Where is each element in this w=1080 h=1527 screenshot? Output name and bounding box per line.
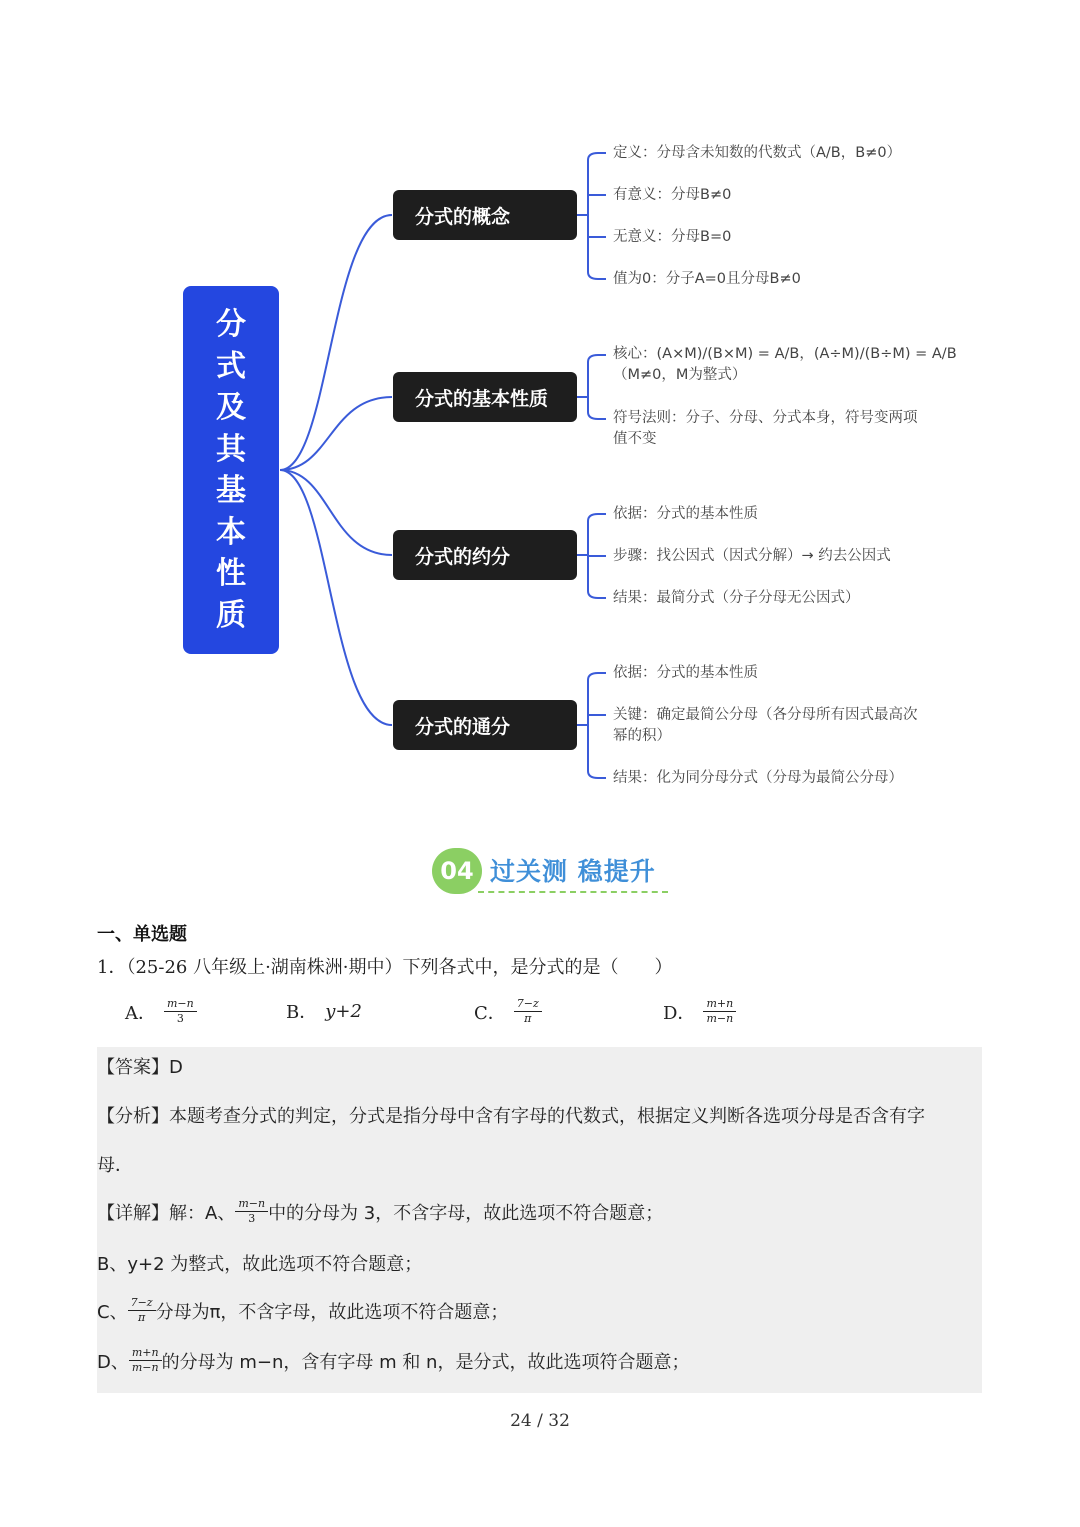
leaf-core: 核心：(A×M)/(B×M) = A/B，(A÷M)/(B÷M) = A/B (613, 346, 957, 362)
root-title-char: 质 (216, 597, 246, 633)
question-stem: 1．（25-26 八年级上·湖南株洲·期中）下列各式中，是分式的是（ ） (97, 957, 673, 978)
mindmap-root (183, 286, 279, 654)
option-c (474, 998, 542, 1025)
option-c-label: C． (474, 1002, 506, 1024)
leaf-meaningful: 有意义：分母B≠0 (613, 187, 732, 203)
root-title-char: 式 (216, 348, 246, 384)
answer-line: 【答案】D (97, 1057, 183, 1078)
page-number: 24 / 32 (510, 1411, 570, 1431)
root-title-char: 及 (216, 390, 246, 425)
analysis-line-2: 母． (97, 1155, 133, 1176)
leaf-common-key-cont: 幂的积） (613, 728, 671, 744)
bracket-2 (577, 355, 606, 419)
detail-line-a: 【详解】解：A、 $\frac{m-n}{3}$ 中的分母为 3，不含字母，故此选项不符合题意； (97, 1197, 664, 1225)
leaf-common-result: 结果：化为同分母分式（分母为最简公分母） (613, 770, 903, 786)
leaf-core-condition: （M≠0，M为整式） (613, 367, 747, 383)
bracket-3 (577, 514, 606, 598)
root-title-char: 性 (216, 556, 246, 591)
leaf-sign-rule: 符号法则：分子、分母、分式本身，符号变两项 (613, 410, 918, 426)
option-a-label: A． (125, 1002, 156, 1024)
root-title-char: 其 (216, 431, 246, 467)
branch-reduction: 分式的约分 (393, 530, 577, 580)
detail-c-fraction: $\frac{7-z}{\pi}$ (128, 1297, 156, 1324)
option-a-fraction: $\frac{m-n}{3}$ (164, 998, 197, 1025)
leaf-common-basis: 依据：分式的基本性质 (613, 665, 758, 681)
leaf-meaningless: 无意义：分母B=0 (613, 229, 732, 245)
section-title: 过关测 稳提升 (490, 857, 656, 886)
option-d-label: D． (663, 1002, 696, 1024)
option-b (286, 998, 362, 1024)
root-title-char: 本 (216, 514, 246, 550)
option-a (125, 998, 197, 1025)
detail-line-b: B、y+2 为整式，故此选项不符合题意； (97, 1254, 423, 1275)
leaf-reduction-result: 结果：最简分式（分子分母无公因式） (613, 590, 860, 606)
connector-branch-1 (280, 215, 392, 470)
option-d (663, 998, 736, 1025)
leaf-common-key: 关键：确定最简公分母（各分母所有因式最高次 (613, 707, 918, 723)
option-c-fraction: $\frac{7-z}{\pi}$ (514, 998, 542, 1025)
leaf-definition: 定义：分母含未知数的代数式（A/B，B≠0） (613, 145, 902, 161)
bracket-1 (577, 153, 606, 279)
leaf-sign-rule-cont: 值不变 (613, 431, 657, 447)
section-underline (478, 891, 668, 893)
leaf-reduction-basis: 依据：分式的基本性质 (613, 506, 758, 522)
detail-line-d: D、 $\frac{m+n}{m-n}$ 的分母为 m−n，含有字母 m 和 n，是分式，故此选项符合题意； (97, 1346, 690, 1374)
leaf-value-zero: 值为0：分子A=0且分母B≠0 (613, 271, 801, 287)
detail-d-fraction: $\frac{m+n}{m-n}$ (129, 1347, 162, 1374)
question-type-heading: 一、单选题 (97, 924, 187, 945)
branch-basic-property: 分式的基本性质 (393, 372, 577, 422)
section-number-badge: 04 (432, 848, 482, 894)
root-title-char: 分 (216, 307, 246, 342)
branch-common-denominator: 分式的通分 (393, 700, 577, 750)
root-title-char: 基 (216, 473, 246, 508)
connector-branch-4 (280, 470, 392, 725)
leaf-reduction-steps: 步骤：找公因式（因式分解）→ 约去公因式 (613, 548, 891, 564)
analysis-line-1: 【分析】本题考查分式的判定，分式是指分母中含有字母的代数式，根据定义判断各选项分母是否含有字 (97, 1106, 925, 1127)
detail-line-c: C、 $\frac{7-z}{\pi}$ 分母为π，不含字母，故此选项不符合题意； (97, 1296, 509, 1324)
option-d-fraction: $\frac{m+n}{m-n}$ (703, 998, 736, 1025)
option-b-expression: y+2 (325, 1000, 362, 1022)
detail-a-fraction: $\frac{m-n}{3}$ (235, 1198, 268, 1225)
option-b-label: B． (286, 1002, 318, 1023)
branch-fraction-concept: 分式的概念 (393, 190, 577, 240)
bracket-4 (577, 673, 606, 778)
